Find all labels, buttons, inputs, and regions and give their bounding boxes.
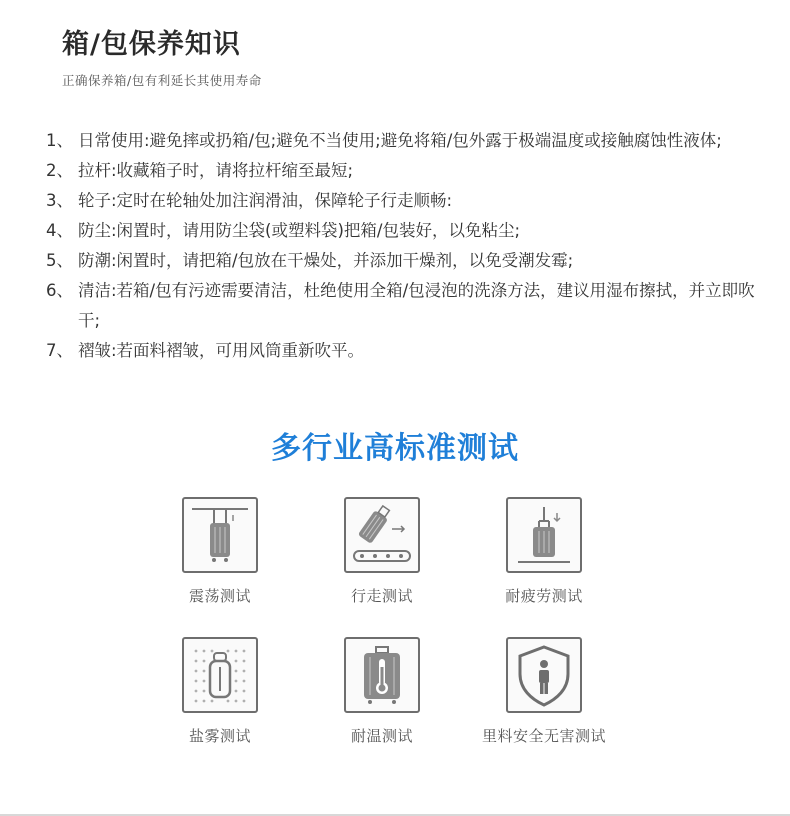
page-title: 箱/包保养知识 (62, 29, 241, 60)
vibration-test-icon (182, 497, 258, 573)
list-item (46, 276, 766, 336)
page-subtitle: 正确保养箱/包有利延长其使用寿命 (62, 73, 262, 88)
list-item (46, 216, 766, 246)
test-item-temperature (307, 637, 457, 746)
test-item-lining-safety (469, 637, 619, 746)
lining-safety-test-icon (506, 637, 582, 713)
test-item-vibration (145, 497, 295, 606)
fatigue-test-icon (506, 497, 582, 573)
test-label: 震荡测试 (188, 587, 251, 605)
test-item-salt-spray (145, 637, 295, 746)
salt-spray-test-icon (182, 637, 258, 713)
tip-number: 1、 (46, 131, 73, 150)
tip-number: 3、 (46, 191, 73, 210)
tip-text: 轮子:定时在轮轴处加注润滑油，保障轮子行走顺畅: (78, 191, 453, 210)
list-item (46, 156, 766, 186)
tip-text: 拉杆:收藏箱子时，请将拉杆缩至最短; (78, 161, 354, 180)
tip-number: 2、 (46, 161, 73, 180)
tip-text: 褶皱:若面料褶皱，可用风筒重新吹平。 (78, 341, 365, 360)
test-label: 里料安全无害测试 (481, 727, 606, 745)
list-item (46, 186, 766, 216)
tip-text: 防潮:闲置时，请把箱/包放在干燥处，并添加干燥剂，以免受潮发霉; (78, 251, 574, 270)
temperature-test-icon (344, 637, 420, 713)
tip-text: 清洁:若箱/包有污迹需要清洁，杜绝使用全箱/包浸泡的洗涤方法，建议用湿布擦拭，并立即吹干; (78, 281, 755, 330)
tip-text: 防尘:闲置时，请用防尘袋(或塑料袋)把箱/包装好，以免粘尘; (78, 221, 521, 240)
list-item (46, 126, 766, 156)
tip-number: 5、 (46, 251, 73, 270)
test-item-walking (307, 497, 457, 606)
tip-number: 4、 (46, 221, 73, 240)
tip-number: 6、 (46, 281, 73, 300)
tip-text: 日常使用:避免摔或扔箱/包;避免不当使用;避免将箱/包外露于极端温度或接触腐蚀性液体; (78, 131, 722, 150)
testing-banner: 多行业高标准测试 (271, 431, 519, 466)
test-label: 耐温测试 (350, 727, 413, 745)
care-tips-list (46, 126, 766, 366)
test-label: 耐疲劳测试 (505, 587, 583, 605)
test-label: 行走测试 (350, 587, 413, 605)
walking-test-icon (344, 497, 420, 573)
tip-number: 7、 (46, 341, 73, 360)
list-item (46, 246, 766, 276)
test-label: 盐雾测试 (188, 727, 251, 745)
header (62, 22, 262, 89)
list-item (46, 336, 766, 366)
test-item-fatigue (469, 497, 619, 606)
